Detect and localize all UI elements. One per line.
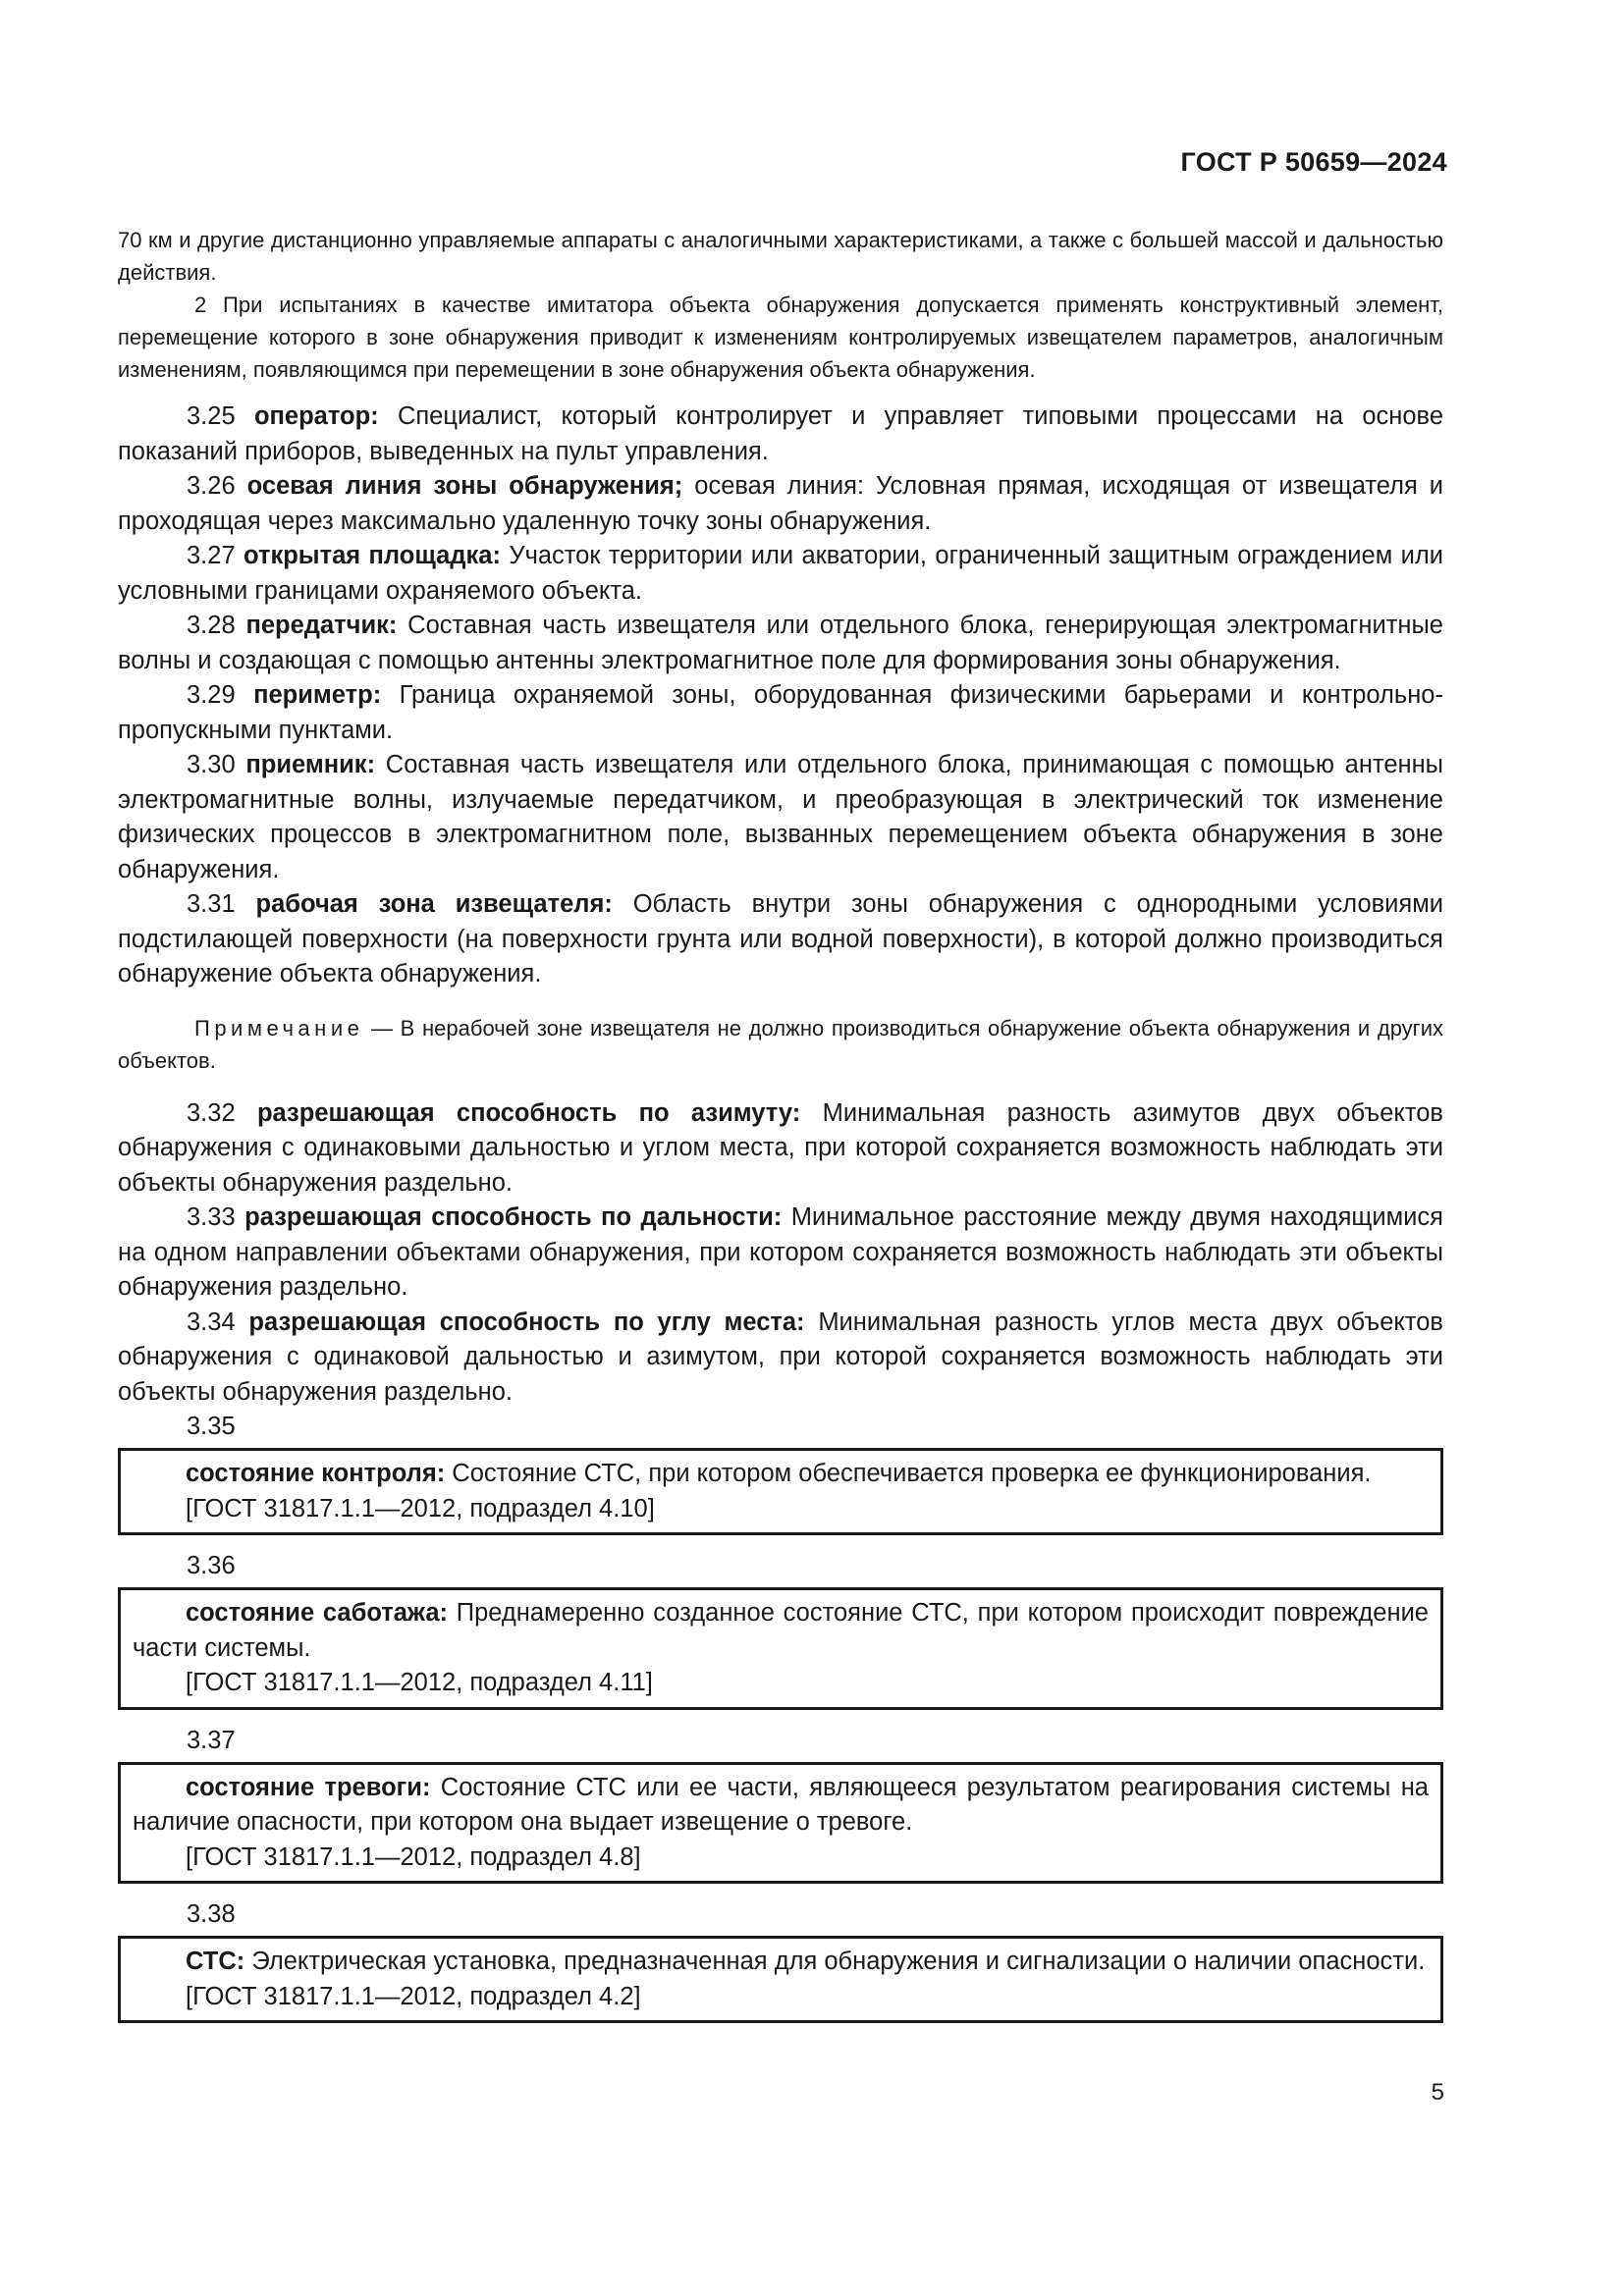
term-3-32: 3.32 разрешающая способность по азимуту: Минимальная разность азимутов двух объектов обнаружения с одинаковыми дальностью и углом места, при которой сохраняется возможность наблюдать эти объекты обнаружения раздельно. — [118, 1098, 1443, 1197]
term-source: [ГОСТ 31817.1.1—2012, подраздел 4.2] — [186, 1982, 641, 2010]
term-3-26: 3.26 осевая линия зоны обнаружения; осевая линия: Условная прямая, исходящая от извещателя и проходящая через максимально удаленную точку зоны обнаружения. — [118, 472, 1443, 535]
term-3-28: 3.28 передатчик: Составная часть извещателя или отдельного блока, генерирующая электромагнитные волны и создающая с помощью антенны электромагнитное поле для формирования зоны обнаружения. — [118, 612, 1443, 674]
term-3-27: 3.27 открытая площадка: Участок территории или акватории, ограниченный защитным ограждением или условными границами охраняемого объекта. — [118, 542, 1443, 605]
boxed-term-3-38 — [118, 1936, 1443, 2023]
boxed-term-text: состояние саботажа: Преднамеренно созданное состояние СТС, при котором происходит повреждение части системы. — [133, 1599, 1429, 1662]
term-number-3-38: 3.38 — [187, 1900, 236, 1928]
notes-top — [118, 224, 1443, 386]
note-continuation: 70 км и другие дистанционно управляемые аппараты с аналогичными характеристиками, а также с большей массой и дальностью действия. — [118, 228, 1443, 285]
note-label: Примечание — [194, 1015, 364, 1041]
document-id: ГОСТ Р 50659—2024 — [1180, 147, 1447, 177]
boxed-term-3-37 — [118, 1762, 1443, 1885]
boxed-term-3-36 — [118, 1587, 1443, 1710]
term-number-3-35: 3.35 — [187, 1413, 236, 1440]
note-nonworking-zone: Примечание — В нерабочей зоне извещателя не должно производиться обнаружение объекта обнаружения и других объектов. — [118, 1015, 1443, 1073]
term-3-34: 3.34 разрешающая способность по углу места: Минимальная разность углов места двух объектов обнаружения с одинаковой дальностью и азимутом, при которой сохраняется возможность наблюдать эти объекты обнаружения раздельно. — [118, 1308, 1443, 1406]
page-body — [118, 224, 1443, 2037]
term-source: [ГОСТ 31817.1.1—2012, подраздел 4.10] — [186, 1494, 655, 1522]
term-3-31: 3.31 рабочая зона извещателя: Область внутри зоны обнаружения с однородными условиями подстилающей поверхности (на поверхности грунта или водной поверхности), в которой должно производиться обнаружение объекта обнаружения. — [118, 890, 1444, 988]
term-source: [ГОСТ 31817.1.1—2012, подраздел 4.8] — [186, 1842, 641, 1871]
page-number: 5 — [1431, 2079, 1444, 2106]
boxed-term-text: состояние тревоги: Состояние СТС или ее части, являющееся результатом реагирования системы на наличие опасности, при котором она выдает извещение о тревоге. — [133, 1773, 1429, 1836]
term-3-33: 3.33 разрешающая способность по дальности: Минимальное расстояние между двумя находящимися на одном направлении объектами обнаружения, при котором сохраняется возможность наблюдать эти объекты обнаружения раздельно. — [118, 1203, 1443, 1301]
term-number-3-37: 3.37 — [187, 1726, 236, 1754]
term-3-25: 3.25 оператор: Специалист, который контролирует и управляет типовыми процессами на основе показаний приборов, выведенных на пульт управления. — [118, 402, 1443, 465]
boxed-term-text: состояние контроля: Состояние СТС, при котором обеспечивается проверка ее функционирования. — [186, 1460, 1372, 1487]
note-2: 2 При испытаниях в качестве имитатора объекта обнаружения допускается применять конструктивный элемент, перемещение которого в зоне обнаружения приводит к изменениям контролируемых извещателем параметров, аналогичным изменениям, появляющимся при перемещении в зоне обнаружения объекта обнаружения. — [118, 293, 1443, 382]
term-number-3-36: 3.36 — [187, 1552, 236, 1579]
boxed-term-3-35 — [118, 1448, 1443, 1535]
term-3-30: 3.30 приемник: Составная часть извещателя или отдельного блока, принимающая с помощью антенны электромагнитные волны, излучаемые передатчиком, и преобразующая в электрический ток изменение физических процессов в электромагнитном поле, вызванных перемещением объекта обнаружения в зоне обнаружения. — [118, 751, 1443, 883]
term-3-29: 3.29 периметр: Граница охраняемой зоны, оборудованная физическими барьерами и контрольно-пропускными пунктами. — [118, 681, 1443, 744]
boxed-term-text: СТС: Электрическая установка, предназначенная для обнаружения и сигнализации о наличии опасности. — [186, 1948, 1426, 1975]
term-source: [ГОСТ 31817.1.1—2012, подраздел 4.11] — [186, 1669, 653, 1696]
